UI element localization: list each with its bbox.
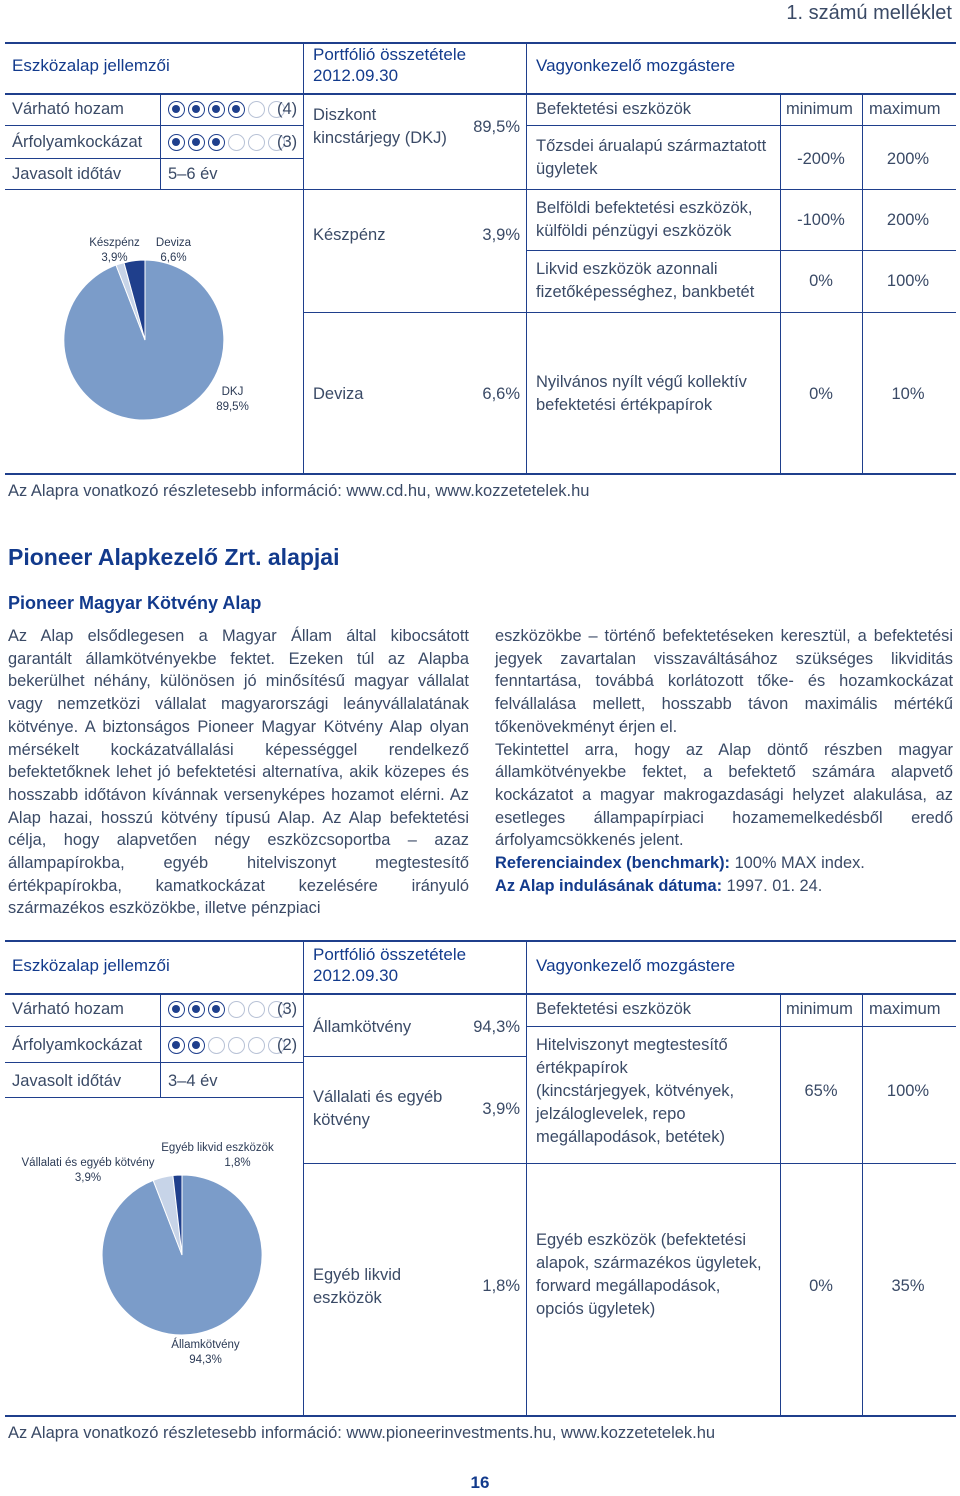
fund1-col1-header: Eszközalap jellemzői — [12, 56, 170, 75]
fund1-limits-header-min: minimum — [786, 100, 853, 118]
fund2-return-rating-text: (3) — [277, 1000, 298, 1018]
fund2-pie-label-gov: Államkötvény 94,3% — [171, 1339, 240, 1366]
fund1-portfolio-value-2: 6,6% — [482, 385, 520, 403]
fund1-expected-return-label: Várható hozam — [12, 100, 124, 118]
fund2-portfolio-name-0: Államkötvény — [313, 1018, 412, 1036]
fund1-horizon-value: 5–6 év — [168, 165, 218, 183]
fund2-horizon-label: Javasolt időtáv — [12, 1072, 122, 1090]
fund1-limit-asset-3: Nyilvános nyílt végű kollektív befektetési értékpapírok — [536, 373, 747, 414]
rating-coin-icon — [168, 134, 185, 151]
fund2-pie-label-other: Egyéb likvid eszközök 1,8% — [161, 1142, 274, 1169]
rating-coin-icon — [208, 1001, 225, 1018]
fund1-limit-max-1: 200% — [886, 211, 930, 229]
rating-coin-icon — [228, 1001, 245, 1018]
rating-coin-icon — [168, 1037, 185, 1054]
fund1-col3-header: Vagyonkezelő mozgástere — [536, 56, 736, 75]
fund2-horizon-value: 3–4 év — [168, 1072, 218, 1090]
fund1-limit-max-2: 100% — [886, 272, 930, 290]
fund2-limits-header-asset: Befektetési eszközök — [536, 1000, 691, 1018]
fund2-pie-chart — [97, 1170, 267, 1340]
fund2-portfolio-value-1: 3,9% — [482, 1100, 520, 1118]
fund2-pie-label-corp: Vállalati és egyéb kötvény 3,9% — [21, 1157, 155, 1184]
fund2-description-right — [495, 625, 953, 897]
fund2-portfolio-name-2: Egyéb likvid eszközök — [313, 1266, 402, 1307]
rating-coin-icon — [188, 101, 205, 118]
fund1-limit-asset-2: Likvid eszközök azonnali fizetőképességhez, bankbetét — [536, 260, 755, 301]
rating-coin-icon — [248, 101, 265, 118]
fund1-portfolio-value-1: 3,9% — [482, 226, 520, 244]
fund2-return-rating-icons — [168, 1001, 285, 1018]
fund2-risk-rating-text: (2) — [277, 1036, 298, 1054]
fund1-return-rating-text: (4) — [277, 100, 298, 118]
rating-coin-icon — [168, 101, 185, 118]
fund1-limits-header-max: maximum — [869, 100, 941, 118]
fund1-pie-label-fx: Deviza 6,6% — [155, 237, 192, 264]
fund1-portfolio-name-0: Diszkont kincstárjegy (DKJ) — [313, 106, 447, 147]
fund1-limits-header-asset: Befektetési eszközök — [536, 100, 691, 118]
fund2-limit-max-0: 100% — [886, 1082, 930, 1100]
fund2-expected-return-label: Várható hozam — [12, 1000, 124, 1018]
fund2-col1-header: Eszközalap jellemzői — [12, 956, 170, 975]
fund1-pie-label-cash: Készpénz 3,9% — [89, 237, 140, 264]
fund2-limit-asset-0: Hitelviszonyt megtestesítő értékpapírok (kincstárjegyek, kötvények, jelzáloglevelek, repo megállapodások, betétek) — [536, 1036, 735, 1146]
rating-coin-icon — [248, 134, 265, 151]
page-number: 16 — [470, 1473, 490, 1492]
fund1-limit-min-2: 0% — [809, 272, 833, 290]
rating-coin-icon — [228, 1037, 245, 1054]
fund1-horizon-label: Javasolt időtáv — [12, 165, 122, 183]
fund1-return-rating-icons — [168, 101, 285, 118]
fund2-price-risk-label: Árfolyamkockázat — [12, 1036, 143, 1054]
rating-coin-icon — [228, 101, 245, 118]
fund2-risk-rating-icons — [168, 1037, 285, 1054]
fund2-limits-header-min: minimum — [786, 1000, 853, 1018]
fund2-portfolio-value-0: 94,3% — [473, 1018, 520, 1036]
fund2-limit-min-0: 65% — [804, 1082, 838, 1100]
fund1-col2-header: Portfólió összetétele 2012.09.30 — [313, 45, 467, 85]
fund1-limit-max-0: 200% — [886, 150, 930, 168]
rating-coin-icon — [188, 1037, 205, 1054]
fund2-title: Pioneer Magyar Kötvény Alap — [8, 593, 262, 613]
start-date-line: Az Alap indulásának dátuma: 1997. 01. 24. — [495, 876, 823, 895]
rating-coin-icon — [208, 1037, 225, 1054]
description-paragraph-1: eszközökbe – történő befektetéseken keresztül, a befektetési jegyek zavartalan visszaváltásához szükséges likviditás fenntartása, továbbá korlátozott tőke- és hozamkockázat felvállalása mellett, hosszabb távon maximális mértékű tőkenövekményt érjen el. — [495, 627, 953, 736]
fund1-limit-max-3: 10% — [891, 385, 925, 403]
fund1-limit-asset-1: Belföldi befektetési eszközök, külföldi pénzügyi eszközök — [536, 199, 753, 240]
fund1-portfolio-value-0: 89,5% — [473, 118, 520, 136]
fund1-limit-min-0: -200% — [797, 150, 845, 168]
rating-coin-icon — [168, 1001, 185, 1018]
fund2-limit-min-1: 0% — [809, 1277, 833, 1295]
fund2-limits-header-max: maximum — [869, 1000, 941, 1018]
fund1-risk-rating-text: (3) — [277, 133, 298, 151]
fund2-limit-max-1: 35% — [891, 1277, 925, 1295]
fund1-info-line: Az Alapra vonatkozó részletesebb információ: www.cd.hu, www.kozzetetelek.hu — [8, 482, 590, 500]
annex-label: 1. számú melléklet — [786, 2, 952, 24]
rating-coin-icon — [188, 1001, 205, 1018]
fund1-portfolio-name-2: Deviza — [313, 385, 364, 403]
fund1-limit-min-3: 0% — [809, 385, 833, 403]
company-title: Pioneer Alapkezelő Zrt. alapjai — [8, 544, 340, 570]
fund1-risk-rating-icons — [168, 134, 285, 151]
fund1-limit-min-1: -100% — [797, 211, 845, 229]
fund1-portfolio-name-1: Készpénz — [313, 226, 386, 244]
fund2-description-left: Az Alap elsődlegesen a Magyar Állam által kibocsátott garantált államkötvényekbe fektet. Ezeken túl az Alapba bekerülhet néhány, különösen jó minősítésű magyar vállalat vagy nemzetközi vállalat magyarországi leányvállalatának kötvénye. A biztonságos Pioneer Magyar Kötvény Alap olyan mérsékelt kockázatvállalási képességgel rendelkező befektetőknek lehet jó befektetési alternatíva, akik közepes és hosszabb időtávon kívánnak versenyképes hozamot elérni. Az Alap hazai, hosszú kötvény típusú Alap. Az Alap befektetési célja, hogy alapvetően négy eszközcsoportba – azaz állampapírokba, egyéb hitelviszonyt megtestesítő értékpapírokba, kamatkockázat kezelésére irányuló származékos eszközökbe, illetve pénzpiaci — [8, 627, 469, 918]
rating-coin-icon — [208, 101, 225, 118]
fund1-pie-label-dkj: DKJ 89,5% — [216, 386, 249, 413]
description-paragraph-2: Tekintettel arra, hogy az Alap döntő részben magyar államkötvényekbe fektet, a befektető számára alapvető kockázatot a magyar makrogazdasági helyzet alakulása, az esetleges állampapírpiaci hozamemelkedésből eredő árfolyamcsökkenés jelent. — [495, 740, 953, 850]
fund1-price-risk-label: Árfolyamkockázat — [12, 133, 143, 151]
rating-coin-icon — [228, 134, 245, 151]
fund1-limit-asset-0: Tőzsdei árualapú származtatott ügyletek — [536, 137, 767, 178]
fund2-col3-header: Vagyonkezelő mozgástere — [536, 956, 736, 975]
benchmark-line: Referenciaindex (benchmark): 100% MAX index. — [495, 854, 865, 873]
rating-coin-icon — [188, 134, 205, 151]
fund2-portfolio-name-1: Vállalati és egyéb kötvény — [313, 1088, 443, 1129]
rating-coin-icon — [208, 134, 225, 151]
rating-coin-icon — [248, 1037, 265, 1054]
rating-coin-icon — [248, 1001, 265, 1018]
fund2-info-line: Az Alapra vonatkozó részletesebb információ: www.pioneerinvestments.hu, www.kozzetetelek.hu — [8, 1424, 716, 1442]
fund2-col2-header: Portfólió összetétele 2012.09.30 — [313, 945, 467, 985]
fund2-portfolio-value-2: 1,8% — [482, 1277, 520, 1295]
fund2-limit-asset-1: Egyéb eszközök (befektetési alapok, származékos ügyletek, forward megállapodások, opciós ügyletek) — [536, 1231, 762, 1318]
